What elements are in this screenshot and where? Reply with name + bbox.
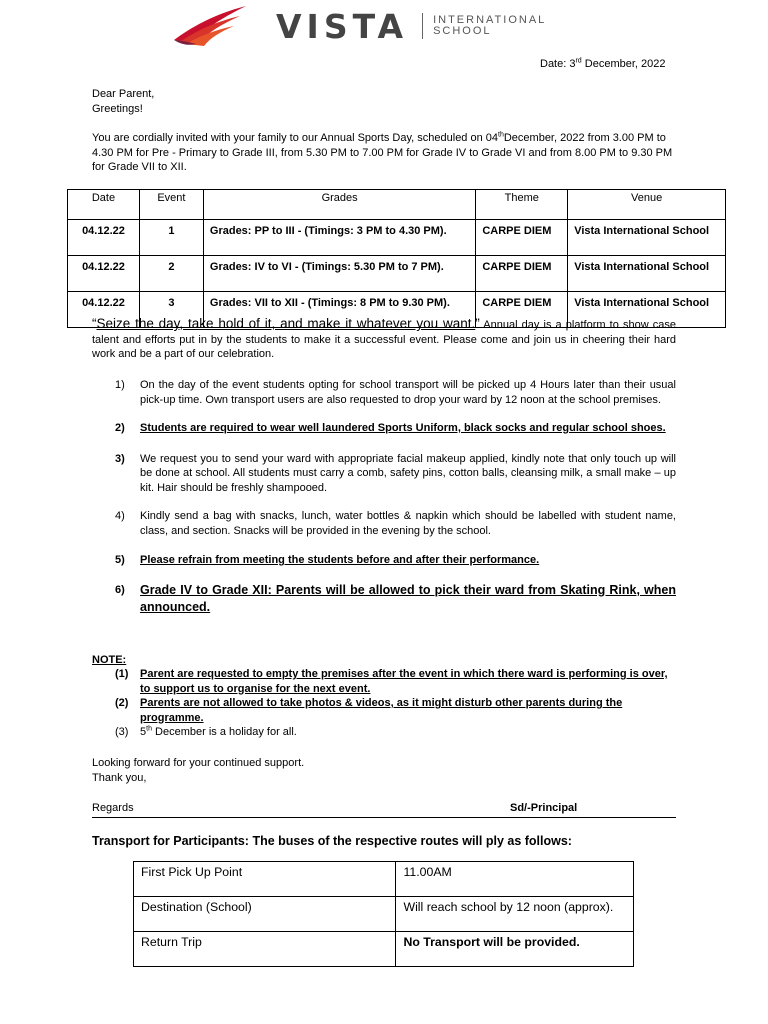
note-list: [100, 667, 676, 740]
cell-venue: Vista International School: [568, 256, 726, 292]
intro-paragraph: You are cordially invited with your family to our Annual Sports Day, scheduled on 04thDecember, 2022 from 3.00 PM to 4.30 PM for Pre - Primary to Grade III, from 5.30 PM to 7.00 PM for Grade IV to Grade VI and from 8.00 PM to 9.30 PM for Grade VII to XII.: [92, 131, 673, 173]
signature: Sd/-Principal: [510, 802, 578, 814]
cell-label: Destination (School): [134, 897, 396, 932]
cell-event: 1: [139, 220, 203, 256]
cell-grades: Grades: PP to III - (Timings: 3 PM to 4.30 PM).: [203, 220, 475, 256]
table-row: [68, 220, 726, 256]
cell-venue: Vista International School: [568, 220, 726, 256]
transport-table: [133, 861, 634, 967]
cell-theme: CARPE DIEM: [476, 256, 568, 292]
cell-date: 04.12.22: [68, 292, 140, 328]
table-row: [134, 932, 634, 967]
list-item: (3) 5th December is a holiday for all.: [115, 725, 297, 738]
events-table-header: [68, 190, 726, 220]
note-heading: NOTE:: [92, 654, 127, 666]
regards: Regards: [92, 802, 134, 814]
quote-paragraph: “Seize the day, take hold of it, and make it whatever you want.” Annual day is a platform to show case talent and efforts put in by the students to make it a successful event. Please come and join us in cheering their hard work and be a part of our celebration.: [92, 316, 676, 360]
cell-event: 2: [139, 256, 203, 292]
list-item: (1) Parent are requested to empty the premises after the event in which there ward is performing is over, to support us to organise for the next event.: [115, 668, 668, 695]
thank-you: Thank you,: [92, 772, 147, 784]
salutation: Dear Parent,: [92, 88, 155, 100]
brand-sub-line1: INTERNATIONAL: [433, 14, 547, 26]
letter-date: Date: 3rd December, 2022: [540, 57, 666, 70]
wing-logo-icon: [170, 4, 250, 48]
brand-sub-line2: SCHOOL: [433, 25, 492, 37]
divider: [92, 817, 676, 818]
cell-date: 04.12.22: [68, 256, 140, 292]
cell-value: No Transport will be provided.: [396, 932, 634, 967]
table-row: [134, 862, 634, 897]
list-item: 6) Grade IV to Grade XII: Parents will be allowed to pick their ward from Skating Rink, when announced.: [115, 582, 676, 614]
quote-text: Seize the day, take hold of it, and make it whatever you want.: [96, 316, 476, 331]
cell-theme: CARPE DIEM: [476, 220, 568, 256]
cell-theme: CARPE DIEM: [476, 292, 568, 328]
closing-line: Looking forward for your continued support.: [92, 757, 305, 769]
header-theme: Theme: [476, 190, 568, 220]
transport-heading: Transport for Participants: The buses of the respective routes will ply as follows:: [92, 834, 572, 848]
header-grades: Grades: [203, 190, 475, 220]
instructions-list: [100, 378, 676, 616]
header-event: Event: [139, 190, 203, 220]
list-item: 2) Students are required to wear well laundered Sports Uniform, black socks and regular school shoes.: [115, 422, 666, 434]
cell-grades: Grades: IV to VI - (Timings: 5.30 PM to 7 PM).: [203, 256, 475, 292]
table-row: [134, 897, 634, 932]
cell-date: 04.12.22: [68, 220, 140, 256]
cell-label: Return Trip: [134, 932, 396, 967]
header-date: Date: [68, 190, 140, 220]
list-item: 5) Please refrain from meeting the students before and after their performance.: [115, 554, 540, 566]
list-item: (2) Parents are not allowed to take photos & videos, as it might disturb other parents during the programme.: [115, 697, 623, 724]
list-item: 1) On the day of the event students opting for school transport will be picked up 4 Hours later than their usual pick-up time. Own transport users are also requested to drop your ward by 12 noon at the school premises.: [115, 379, 676, 406]
cell-event: 3: [139, 292, 203, 328]
cell-grades: Grades: VII to XII - (Timings: 8 PM to 9.30 PM).: [203, 292, 475, 328]
brand-name: VISTA: [276, 6, 409, 46]
cell-value: Will reach school by 12 noon (approx).: [396, 897, 634, 932]
school-logo: [170, 4, 546, 48]
brand-divider: [422, 13, 423, 39]
events-table: [67, 189, 726, 328]
table-row: [68, 256, 726, 292]
brand-subtitle: [433, 15, 546, 37]
list-item: 3) We request you to send your ward with appropriate facial makeup applied, kindly note that only touch up will be done at school. All students must carry a comb, safety pins, cotton balls, cleansing milk, a small make – up kit. Hair should be freshly shampooed.: [115, 452, 676, 494]
list-item: 4) Kindly send a bag with snacks, lunch, water bottles & napkin which should be labelled with student name, class, and section. Snacks will be provided in the evening by the school.: [115, 510, 676, 537]
cell-label: First Pick Up Point: [134, 862, 396, 897]
header-venue: Venue: [568, 190, 726, 220]
greeting: Greetings!: [92, 103, 143, 115]
cell-venue: Vista International School: [568, 292, 726, 328]
cell-value: 11.00AM: [396, 862, 634, 897]
